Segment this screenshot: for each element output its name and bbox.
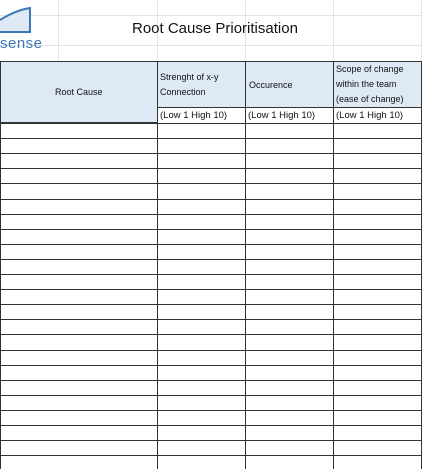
title-area bbox=[0, 0, 422, 61]
gridline bbox=[0, 15, 422, 16]
gridline bbox=[333, 0, 334, 61]
column-border bbox=[245, 61, 246, 469]
table-row[interactable] bbox=[0, 168, 422, 169]
table-row[interactable] bbox=[0, 214, 422, 215]
header-scope-line2: within the team bbox=[336, 79, 397, 89]
column-border bbox=[333, 61, 334, 469]
column-border bbox=[0, 61, 1, 469]
table-row[interactable] bbox=[0, 440, 422, 441]
logo-text: sense bbox=[0, 35, 43, 52]
table-row[interactable] bbox=[0, 304, 422, 305]
header-occurence: Occurence bbox=[249, 80, 293, 90]
header-divider bbox=[157, 107, 422, 108]
scale-strength[interactable]: (Low 1 High 10) bbox=[158, 108, 245, 123]
table-row[interactable] bbox=[0, 289, 422, 290]
table-row[interactable] bbox=[0, 425, 422, 426]
table-row[interactable] bbox=[0, 395, 422, 396]
page-title: Root Cause Prioritisation bbox=[132, 20, 298, 37]
table-row[interactable] bbox=[0, 123, 422, 124]
table-row[interactable] bbox=[0, 199, 422, 200]
table-row[interactable] bbox=[0, 319, 422, 320]
logo-swoosh-icon bbox=[0, 6, 32, 34]
table-row[interactable] bbox=[0, 350, 422, 351]
table-row[interactable] bbox=[0, 259, 422, 260]
gridline bbox=[0, 45, 422, 46]
column-border bbox=[157, 61, 158, 469]
table-row[interactable] bbox=[0, 380, 422, 381]
header-scope-line1: Scope of change bbox=[336, 64, 404, 74]
header-strength-line1: Strenght of x-y bbox=[160, 72, 219, 82]
table-row[interactable] bbox=[0, 153, 422, 154]
company-logo bbox=[0, 0, 60, 55]
table-row[interactable] bbox=[0, 229, 422, 230]
scale-occurence[interactable]: (Low 1 High 10) bbox=[246, 108, 333, 123]
table-row[interactable] bbox=[0, 244, 422, 245]
table-row[interactable] bbox=[0, 365, 422, 366]
table-row[interactable] bbox=[0, 455, 422, 456]
header-root-cause: Root Cause bbox=[55, 87, 103, 97]
header-strength-line2: Connection bbox=[160, 87, 206, 97]
header-scope-line3: (ease of change) bbox=[336, 94, 404, 104]
table-row[interactable] bbox=[0, 138, 422, 139]
scale-scope[interactable]: (Low 1 High 10) bbox=[334, 108, 421, 123]
table-row[interactable] bbox=[0, 410, 422, 411]
table-row[interactable] bbox=[0, 274, 422, 275]
table-row[interactable] bbox=[0, 183, 422, 184]
table-row[interactable] bbox=[0, 334, 422, 335]
